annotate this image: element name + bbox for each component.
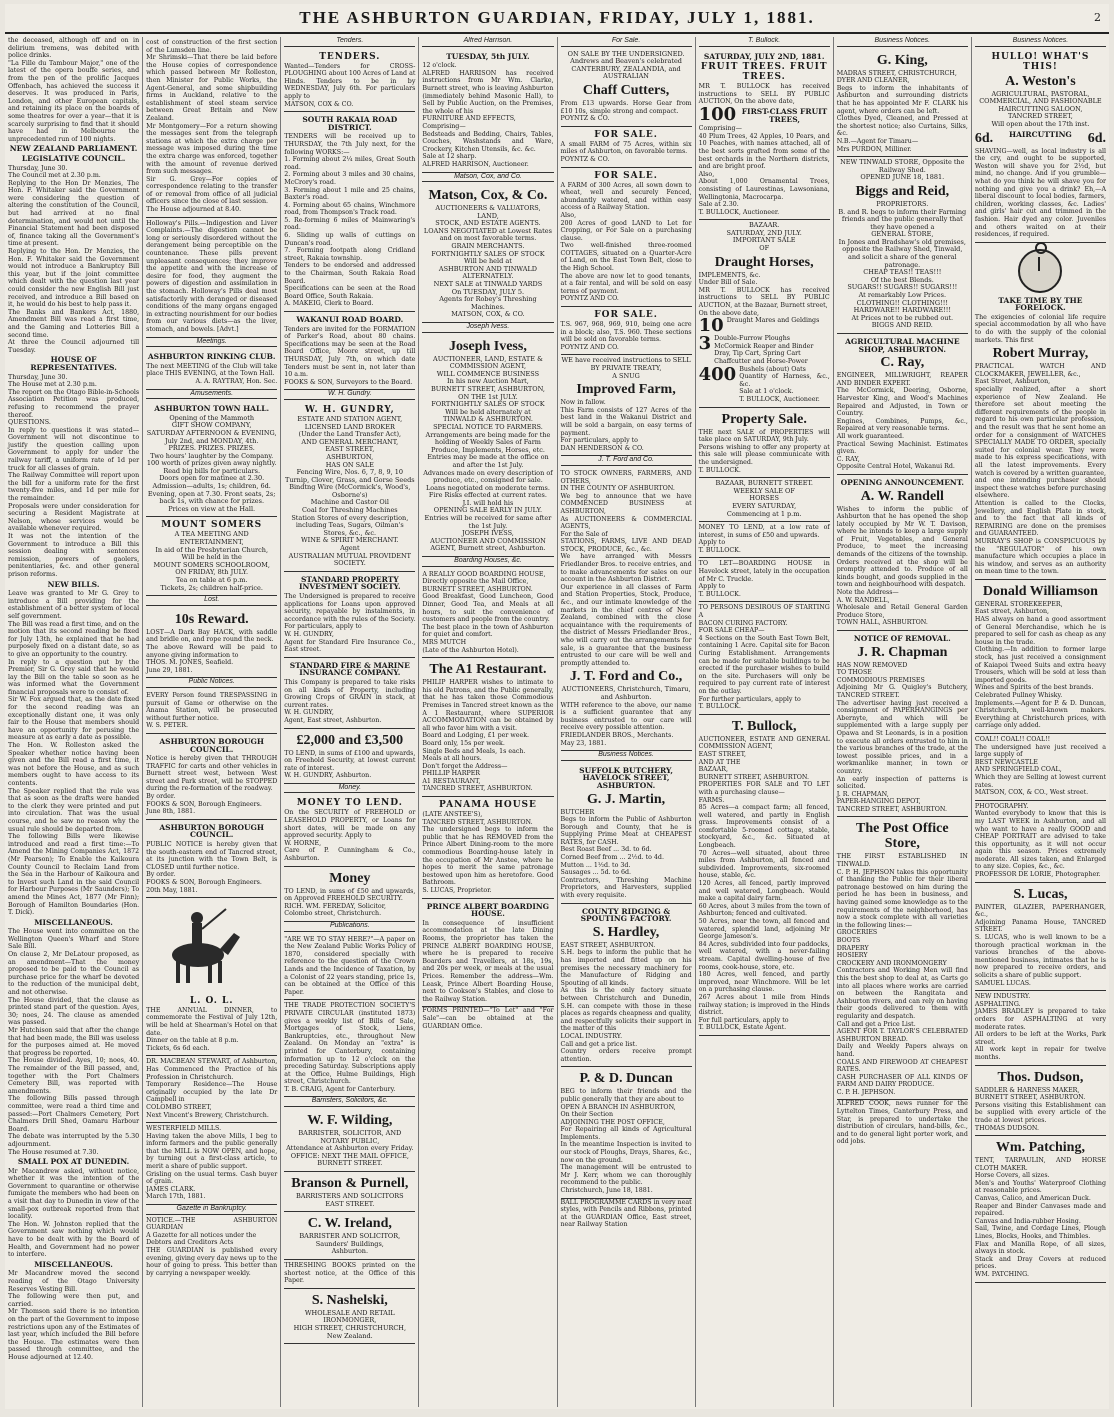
nashelski-advert: S. Nashelski, WHOLESALE AND RETAIL IRONMONGER, HIGH STREET, CHRISTCHURCH, New Zealand. (284, 1289, 415, 1344)
westerfield-mills-advert: WESTERFIELD MILLS. Having taken the above Mills, I beg to inform farmers and the public generally that the MILL is NOW OPEN, and hope, by turning out a first-class article, to merit a share of public support. Grisling on the usual terms. Cash buyer of grain. JAMES CLARK. March 17th, 1881. (146, 1123, 277, 1205)
bankruptcy-heading: Gazette in Bankruptcy. (146, 1205, 277, 1215)
business-notices-heading-5: Business Notices. (561, 751, 692, 761)
legislative-council-text: Thursday, June 30. The Council met at 2.30 p.m. Replying to the Hon Dr Menzies, The Hon. F. Whitaker said the Government were considering the question of altering the constitution of the Council, but had arrived at no final determination, and would not until the Financial Statement had been disposed of, finance taking all the Government's time at present. Replying to the Hon. Dr Menzies, the Hon. F. Whitaker said the Government would not introduce a Bankruptcy Bill this year, but if the joint committee which dealt with the question last year could consider the new English Bill just received, and introduce a Bill based on it, he would do his best to help pass it. The Banks and Bankers Act, 1880, Amendment Bill was read a first time, and the Gaming and Lotteries Bill a second time. At three the Council adjourned till Tuesday. (8, 164, 140, 354)
for-sale-3: FOR SALE. T.S. 967, 968, 969, 910, being one acre in a block; also, T.S. 960. These sections will be sold on favorable terms. POYNTZ AND CO. (561, 307, 692, 355)
masthead (5, 4, 1109, 34)
gundry-advert: W. H. GUNDRY, ESTATE AND STATION AGENT, LICENSED LAND BROKER (Under the Land Transfer Act), AND GENERAL MERCHANT, EAST STREET, ASHBURTON, HAS ON SALE Fencing Wire, Nos. 6, 7, 8, 9, 10 Turnip, Clover, Grass, and Gorse Seeds Bindtng Wire (McCormick's, Wood's, Osborne's) Machine and Castor Oil Coal for Threshing Machines Station Stores of every description, including Teas, Sugars, Oilman's Stores, &c., &c. WINE & SPIRIT MERCHANT. Agent AUSTRALIAN MUTUAL PROVIDENT SOCIETY. (284, 402, 415, 572)
patching-advert: Wm. Patching, TENT, TARPAULIN, AND HORSE CLOTH MAKER. Horse Covers, all sizes. Men's and Youths' Waterproof Clothing at reasonable prices. Canvas, Calico, and American Duck. Reaper and Binder Canvases made and repaired. Canvas and India-rubber Hosing. Sail, Twine, and Cordage Lines, Plough Lines, Blocks, Hooks, and Thimbles. Flax and Manilla Rope, of all sizes, always in stock. Stack and Dray Covers at reduced prices. WM. PATCHING. (975, 1136, 1106, 1283)
rinking-club-notice: ASHBURTON RINKING CLUB. The next MEETING of the Club will take place THIS EVENING, at the Town Hall. A. A. RAYTRAY, Hon. Sec. (146, 349, 277, 389)
bankruptcy-notice: NOTICE.—THE ASHBURTON GUARDIAN A Gazette for all notices under the Debtors and Creditors Acts THE GUARDIAN is published every evening, giving every day news up to the hour of going to press. This better than by carrying a newspaper weekly. (146, 1216, 278, 1277)
ford-advert: TO STOCK OWNERS, FARMERS, AND OTHERS, IN THE COUNTY OF ASHBURTON. We beg to announce that we have COMMENCED BUSINESS at ASHBURTON, As AUCTIONEERS & COMMERCIAL AGENTS, For the Sale of STATIONS, FARMS, LIVE AND DEAD STOCK, PRODUCE, &c., &c. We have arranged with Messrs Friedlander Bros. to receive entries, and to make advancements for sales on our account in the Ashburton District. Our experience in all classes of Farm and Station Properties, Stock, Produce, &c., and our intimate knowledge of the markets in the chief centres of New Zealand, combined with the close acquaintance with the requirements of the district of Messrs Friedlander Bros., who will carry out the arrangements for sale, is a guarantee that the business entrusted to our care will be well and promptly attended to. J. T. Ford and Co., AUCTIONEERS, Christchurch, Timaru, and Ashburton. WITH reference to the above, our name is a sufficient guarantee that any business entrusted to our care will receive every possible attention. FRIEDLANDER BROS., Merchants. May 23, 1881. (561, 468, 692, 751)
business-notices-heading-7: Business Notices. (837, 37, 968, 47)
lol-advert: L. O. L. THE ANNUAL DINNER, to commemorate the Festival of July 12th, will be held at Shearman's Hotel on that date. Dinner on the table at 8 p.m. Tickets, 6s 6d each. (146, 898, 277, 1056)
tender-wakanui: WAKANUI ROAD BOARD. Tenders are invited for the FORMATION of Parker's Road, about 80 chains. Specifications may be seen at the Road Board Office, Moore street, up till THURSDAY, July 7th, on which date Tenders must be sent in, not later than 10 a.m. FOOKS & SON, Surveyors to the Board. (284, 312, 415, 390)
publication-1: "ARE WE TO STAY HERE?"—A paper on the New Zealand Public Works Policy of 1870, considered specially with reference to the question of the Crown Lands and the Incidence of Taxation, by a Colonist of 22 years standing, price 1s, can be obtained at the Office of this Paper. (284, 934, 415, 1001)
harrison-heading: Alfred Harrison. (422, 37, 553, 47)
column-4 (419, 37, 557, 1407)
misc-text: The House went into committee on the Wellington Queen's Wharf and Store Sale Bill. On clause 2, Mr DeLatour proposed, as an amendment—That the money proposed to be paid to the Council as purchase price for the wharf be devoted to the reduction of the municipal debt, and not otherwise. The House divided, that the clause as printed stand part of the question. Ayes, 30; noes, 24. The clause as amended was passed. Mr Hutchison said that after the change that had been made, the Bill was useless for the purposes aimed at. He moved that progress be reported. The House divided. Ayes, 10; noes, 40. The remainder of the Bill passed, and, together with the Port Chalmers Cemetery Bill, was reported with amendments. The following Bills passed through committee, were read a third time and passed:—Port Chalmers Cemetery, Port Chalmers Drill Shed, Oamaru Harbour Board. The debate was interrupted by the 5.30 adjournment. The House resumed at 7.30. (8, 928, 140, 1156)
tenders-heading: Tenders. (284, 37, 415, 47)
harrison-advert: TUESDAY, 5th JULY. 12 o'clock. ALFRED HARRISON has received instructions from Mr Wm. Clarke, Burnett street, who is leaving Ashburton (immediately behind Masonic Hall), to Sell by Public Auction, on the Premises, the whole of his FURNITURE AND EFFECTS, Comprising— Bedsteads and Bedding, Chairs, Tables, Couches, Washstands and Ware, Crockery, Kitchen Utensils, &c. &c. Sale at 12 sharp. ALFRED HARRISON, Auctioneer. (422, 49, 553, 173)
intro-text: the deceased, although off and on in delirium tremens, was debited with police drinks. "La Fille du Tambour Major," one of the latest of the opera bouffe series, and from the pen of the prolific Jacques Offenbach, has achieved the success it deserves. It was produced in Paris, London, and other European capitals, and retaining its place on the boards of some theatres for over a year—that it is scarcely surprising to find that it should have had in Melbourne the unprecedented run of 100 nights. (8, 37, 140, 143)
misc2-text: Mr Macandrew moved the second reading of the Otago University Reserves Vesting Bill. The following were then put, and carried. Mr Thomson said there is no intention on the part of the Government to impose restrictions upon any of the Estimates of last year, which included the Bill before the House. The estimates were then passed through committee, and the House adjourned at 12.40. (8, 1270, 140, 1361)
barristers-heading: Barristers, Solicitors, &c. (284, 1097, 415, 1107)
mount-somers-advert: MOUNT SOMERS A TEA MEETING AND ENTERTAINMENT, In aid of the Presbyterian Church, Will be held in the MOUNT SOMERS SCHOOLROOM, ON FRIDAY, 8th JULY. Tea on table at 6 p.m. Tickets, 2s; children half-price. (146, 517, 277, 596)
threshing-books-advert: THRESHING BOOKS printed on the shortest notice, at the Office of this Paper. (284, 1260, 415, 1289)
lucas-advert: S. Lucas, PAINTER, GLAZIER, PAPERHANGER, &c., Adjoining Panama House, TANCRED STREET. S. LUCAS, who is well known to be a thorough practical workman in the various branches of the above-mentioned business, intimates that he is now prepared to receive orders, and solicits a share of public support. SAMUEL LUCAS. (975, 883, 1106, 992)
town-hall-advert: ASHBURTON TOWN HALL. Opening of the Mammoth GIFT SHOW COMPANY, SATURDAY AFTERNOON & EVENING, July 2nd, and MONDAY, 4th. PRIZES. PRIZES. PRIZES. Two hours' laughter by the Company. 100 worth of prizes given away nightly. Read big bills for particulars. Doors open for matinee at 2.30. Admission—adults, 1s; children, 6d. Evening, open at 7.30. Front seats, 2s; back 1s, with chance for prizes. Prices on view at the Hall. (146, 401, 277, 517)
for-sale-2: FOR SALE. A FARM of 300 Acres, all sown down to wheat, well and securely Fenced, abundantly watered, and within easy access of a Railway Station. Also, 200 Acres of good LAND to Let for Cropping, or For Sale on a purchasing clause. Two well-finished three-roomed COTTAGES, situated on a Quarter-Acre of Land, on the East Town Belt, close to the High School. The above are now let to good tenants, at a fair rental, and will be sold on easy terms of payment. POYNTZ AND CO. (561, 168, 692, 308)
panama-house-advert: PANAMA HOUSE (LATE ANSTEE'S), TANCRED STREET, ASHBURTON. The undersigned begs to inform the public that he has REMOVED from the Prince Albert Dining-room to the more commodious Boarding-house lately in the occupation of Mr Anstee, where he hopes to merit the same patronage bestowed upon him as heretofore. Good Bathroom. S. LUCAS, Proprietor. (422, 797, 553, 899)
money-heading: Money. (284, 784, 415, 794)
biggs-reid-advert: NEW TINWALD STORE, Opposite the Railway Shed. OPENED JUNE 18, 1881. Biggs and Reid, PROPRIETORS. B. and R. begs to inform their Farming friends and the public generally that they have opened a GENERAL STORE, In Jones and Bradshaw's old premises, opposite the Railway Shed, Tinwald, and solicit a share of the general patronage. CHEAP TEAS!! TEAS!!! Of the best Blends. SUGARS!! SUGARS!! SUGARS!!! At remarkably Low Prices. CLOTHING!! CLOTHING!!! HARDWARE!! HARDWARE!!! At Prices not to be rubbed out. BIGGS AND REID. (837, 157, 968, 334)
chaff-cutters-advert: ON SALE BY THE UNDERSIGNED. Andrews and Beaven's celebrated CANTERBURY, ZEALANDIA, and AUSTRALIAN Chaff Cutters, From £13 upwards. Horse Gear from £10 10s, simple strong and compact. POYNTZ & CO. (561, 49, 692, 127)
parliament-continued: cost of construction of the first section of the Lumsden line. Mr Shrimski—That there be laid before the House copies of correspondence which passed between Mr Rolleston, then Minister for Public Works, the Agent-General, and some shipbuilding firms in Auckland, relative to the establishment of steel steam service between Great Britain and New Zealand. Mr Montgomery—For a return showing the messages sent from the telegraph stations at which the extra charge per message was imposed during the time the extra charge was enforced, together with the amount of revenue derived from such messages. Sir G. Grey—For copies of correspondence relating to the transfer of or removal from office of all judicial officers since the close of last session. The House adjourned at 8.40. (146, 37, 277, 218)
public-notices-heading: Public Notices. (146, 678, 277, 688)
prince-albert-advert: PRINCE ALBERT BOARDING HOUSE. In consequence of insufficient accommodation at the late Dining Rooms, the proprietor has taken the PRINCE ALBERT BOARDING HOUSE, where he is prepared to receive Boarders and Travellers, at 18s, 19s, and 20s per week, or meals at the usual Prices. Remember the address—Wm. Leask, Prince Albert Boarding House, next to Cookson's Stables, and close to the Railway Station. (422, 899, 553, 1008)
borough-notice-2: ASHBURTON BOROUGH COUNCIL. PUBLIC NOTICE is hereby given that the south-eastern end of Tancred street, at its junction with the Town Belt, is CLOSED until further notice. By order. FOOKS & SON, Borough Engineers. 20th May, 1881. (146, 820, 277, 898)
publications-heading: Publications. (284, 922, 415, 932)
money-to-lend-1: MONEY TO LEND. On the SECURITY of FREEHOLD or LEASEHOLD PROPERTY, or Loans for short dates, will be made on any approved security. Apply to W. HORNE, Care of P. Cunningham & Co., Ashburton. (284, 795, 415, 866)
for-sale-heading: For Sale. (561, 37, 692, 47)
asphalting-advert: NEW INDUSTRY. ASPHALTING. JAMES BRADLEY is prepared to take orders for ASPHALTING at very moderate rates. All orders to be left at the Works, Park street. All work kept in repair for twelve months. (975, 991, 1106, 1065)
publication-2: THE TRADE PROTECTION SOCIETY'S PRIVATE CIRCULAR (instituted 1873) gives a weekly list of Bills of Sale, Mortgages of Stock, Liens, Bankruptcies, etc., throughout New Zealand. On Monday an "extra" is printed for Canterbury, containing information up to 12 o'clock on the preceding Saturday. Subscriptions apply at the Office, Hulme Buildings, High street, Christchurch. T. B. CRAIG, Agent for Canterbury. (284, 1000, 415, 1097)
weston-advert: HULLO! WHAT'S THIS! A. Weston's AGRICULTURAL, PASTORAL, COMMERCIAL, AND FASHIONABLE HAIRCUTTING SALOON, TANCRED STREET, Will open about the 17th inst. 6d. HAIRCUTTING 6d. SHAVING—well, as local industry is all the cry, and ought to be supported, Weston will shave you for 2½d, but mind, no change. And if you grumble—what do you think he will shave you for nothing and give you a drink? Eh,—A liberal discount to local bodies, farmers, children, working classes, &c. Ladies' and girls' hair cut and trimmed in the fashion. Hair dyed any color. Juveniles and others waited on at their residences, if required. (975, 49, 1106, 243)
weekly-horse-sale: BAZAAR, BURNETT STREET. WEEKLY SALE OF HORSES EVERY SATURDAY, Commencing at 1 p.m. (699, 478, 830, 522)
parliament-heading: NEW ZEALAND PARLIAMENT. (9, 144, 138, 154)
newspaper-page (5, 4, 1109, 1409)
williamson-advert: Donald Williamson GENERAL STOREKEEPER, East street, Ashburton, HAS always on hand a good assortment of General Merchandise, which he is prepared to sell for cash as cheap as any house in the trade. Clothing.—In addition to former large stock, has just received a consignment of Kaiapoi Tweed Suits and extra heavy Trousers, which will be sold at less than imported goods. Wines and Spirits of the best brands. Celebrated Pullney Whisky. Implements.—Agent for P. & D. Duncan, Christchurch, well-known makers. Everything at Christchurch prices, with carriage only added. (975, 580, 1106, 734)
column-3 (281, 37, 419, 1407)
ford-heading: J. T. Ford and Co. (561, 456, 692, 466)
wilding-advert: W. F. Wilding, BARRISTER, SOLICITOR, AND NOTARY PUBLIC, Attendance at Ashburton every Friday. OFFICE: NEXT THE MAIL OFFICE, BURNETT STREET. (284, 1109, 415, 1172)
ray-advert: AGRICULTURAL MACHINE SHOP, ASHBURTON. C. Ray, ENGINEER, MILLWRIGHT, REAPER AND BINDER EXPERT. The McCormick, Deering, Osborne, Harvester King, and Wood's Machines Repaired and Adjusted, in Town or Country. Engines, Combines, Pumps, &c., Repaired at very reasonable terms. All work guaranteed. Practical Sewing Machinist. Estimates given. C. RAY, Opposite Central Hotel, Wakanui Rd. (837, 334, 968, 475)
randell-advert: OPENING ANNOUNCEMENT. A. W. Randell Wishes to inform the public of Ashburton that he has opened the shop lately occupied by Mr W. T. Davison, where he intends to keep a large supply of Fruit, Vegetables, and General Produce, to meet the increasing demands of the citizens of the township. Orders received at the shop will be promptly attended to. Produce of all kinds bought, and goods supplied in the town and neighbourhood with despatch. Note the Address— A. W. RANDELL, Wholesale and Retail General Garden Produce Store, TOWN HALL, ASHBURTON. (837, 475, 968, 631)
ireland-advert: C. W. Ireland, BARRISTER AND SOLICITOR, Saunders' Buildings, Ashburton. (284, 1212, 415, 1260)
forms-notice: FORMS PRINTED—"To Let" and "For Sale"—can be obtained at the GUARDIAN Office. (422, 1007, 554, 1030)
cook-notice: ALFRED COOK, news runner for the Lyttelton Times, Canterbury Press, and Star, is prepared to undertake the distribution of circulars, hand-bills, &c., and to do general light porter work, and odd jobs. (836, 1100, 968, 1146)
martin-advert: SUFFOLK BUTCHERY, HAVELOCK STREET, ASHBURTON. G. J. Martin, BUTCHER Begs to inform the Public of Ashburton Borough and County, that he is Supplying Prime Meat at CHEAPEST RATES, for CASH. Best Roast Beef ... 3d. to 6d. Corned Beef from ... 2½d. to 4d. Mutton ... 1½d. to 3d. Sausages ... 5d. to 6d. Contractors, Threshing Machine Proprietors, and Harvesters, supplied with every requisite. (561, 763, 692, 904)
trespass-notice: EVERY Person found TRESPASSING in pursuit of Game or otherwise on the Anama Station, will be prosecuted without further notice. W. S. PETER. (146, 690, 277, 734)
improved-farm-advert: WE have received instructions to SELL BY PRIVATE TREATY, A SNUG Improved Farm, Now in fallow. This Farm consists of 127 Acres of the best land in the Wakanui District and will be sold a bargain, on easy terms of payment. For particulars, apply to DAN HENDERSON & CO. (561, 355, 692, 456)
column-2 (143, 37, 281, 1407)
page-number: 2 (1094, 11, 1101, 24)
doctor-advert: DR. MACBEAN STEWART, of Ashburton, Has Commenced the Practice of his Profession in Christchurch. Temporary Residence—The House originally occupied by the late Dr Campbell in COLOMBO STREET, Next Vincent's Brewery, Christchurch. (146, 1056, 277, 1123)
branson-advert: Branson & Purnell, BARRISTERS AND SOLICITORS EAST STREET. (284, 1172, 415, 1212)
house-text: Thursday, June 30. The House met at 2.30 p.m. The report on the Otago Bible-in-Schools Association Petition was produced, refusing to recommend the prayer thereof. QUESTIONS. In reply to questions it was stated—Government will not discontinue to justify the question calling upon Government to apply for under the railway tariff, a uniform rate of 1d per truck for all classes of grain. The Railway Committee will report upon the bill for a uniform rate for the first twenty-five miles, and 1d per mile for the remainder. Proposals were under consideration for securing a Resident Magistrate at Nelson, whose services would be available whenever required. It was not the intention of the Government to introduce a Bill this session dealing with sentences remission, powers of gaolers, penitentiaries, &c. and other general prison reforms. (8, 373, 140, 578)
column-6 (696, 37, 834, 1407)
dudson-advert: Thos. Dudson, SADDLER & HARNESS MAKER, BURNETT STREET, ASHBURTON. Persons visiting this Establishment can be supplied with every article of the trade at lowest prices. THOMAS DUDSON. (975, 1066, 1106, 1137)
ivess-advert: Joseph Ivess, AUCTIONEER, LAND, ESTATE & COMMISSION AGENT, WILL COMMENCE BUSINESS In his new Auction Mart, BURNETT STREET, ASHBURTON, ON THE 1st JULY. FORTNIGHTLY SALES OF STOCK Will be held alternately at TINWALD & ASHBURTON. SPECIAL NOTICE TO FARMERS. Arrangements are being made for the holding of Weekly Sales of Farm Produce, Implements, Horses, etc. Entries may be made at the office on and after the 1st July. Advances made on every description of produce, etc., consigned for sale. Loans negotiated on moderate terms. Fire Risks effected at current rates. J.I. will hold his OPENING SALE EARLY IN JULY. Entries will be received for same after the 1st July. JOSEPH IVESS, AUCTIONEER AND COMMISSION AGENT, Burnett street, Ashburton. (422, 335, 553, 557)
draught-horses-advert: BAZAAR. SATURDAY, 2ND JULY. IMPORTANT SALE OF Draught Horses, IMPLEMENTS, &c. Under Bill of Sale. MR T. BULLOCK has received instructions to SELL BY PUBLIC AUCTION, at the Bazaar, Burnett street, On the above date, 10 Draught Mares and Geldings 3 Double-Furrow Ploughs McCormick Reaper and Binder Dray, Tip Cart, Spring Cart Chaffcutter and Horse-Power 400 Bushels (about) Oats Quantity of Harness, &c., &c. Sale at 1 o'clock. T. BULLOCK, Auctioneer. (699, 220, 830, 407)
property-sale-advert: Property Sale. THE next SALE of PROPERTIES will take place on SATURDAY, 9th July. Persons wishing to offer any property at this sale will please communicate with the undersigned. T. BULLOCK. (699, 408, 830, 479)
bullock-agent-advert: T. Bullock, AUCTIONEER, ESTATE AND GENERAL COMMISSION AGENT, EAST STREET, AND AT THE BAZAAR, BURNETT STREET, ASHBURTON. PROPERTIES FOR SALE and TO LET with a purchasing clause— FARMS. 85 Acres—a compact farm; all fenced, well watered, and partly in English grass. Improvements consist of a comfortable 5-roomed cottage, stable, stockyard, &c., &c. Situated at Longbeach. 70 Acres—well situated, about three miles from Ashburton, all fenced and subdivided. Improvements, six-roomed house, stable, &c. 120 Acres, all fenced, partly improved and well watered, Longbeach. Would make a capital dairy farm. 60 Acres, about 3 miles from the town of Ashburton; fenced and cultivated. 50 Acres, near the town, all fenced and watered, splendid land, adjoining Mr George Jameson's. 84 Acres, subdivided into four paddocks, well watered, with a never-failing stream. Capital dwelling-house of five rooms, cook-house, store, etc. 180 Acres, well fenced, and partly improved, near Winchmore. Will be let on a purchasing clause. 267 Acres about 1 mile from Hinds railway station; is improved in the Hinds district. For full particulars, apply to T. BULLOCK, Estate Agent. (699, 715, 830, 1036)
boarding-house-advert: A REALLY GOOD BOARDING HOUSE, Directly opposite the Mail Office, BURNETT STREET, ASHBURTON. Good Breakfast, Good Luncheon, Good Dinner, Good Tea, and Meals at all hours, to suit the convenience of customers and people from the country. The best place in the town of Ashburton for quiet and comfort. MRS MUTCH (Late of the Ashburton Hotel). (422, 569, 553, 659)
reward-advert: 10s Reward. LOST—A Dark Bay HACK, with saddle and bridle on, and rope round the neck. The above Reward will be paid to anyone giving information to THOS. M. JONES, Seafield. June 29, 1881. (146, 608, 277, 679)
legislative-council-heading: LEGISLATIVE COUNCIL. (21, 153, 126, 163)
murray-advert: TAKE TIME BY THE FORELOCK. The exigencies of colonial life require special accommodation by all who have to do with the supply of the colonial markets. This first Robert Murray, PRACTICAL WATCH AND CLOCKMAKER, JEWELLER, &c., East Street, Ashburton, specially realized, after a short experience of New Zealand. He therefore set about meeting the different requirements of the people in regard to his own particular profession, and the result was that he sent home an order for a consignment of WATCHES SPECIALLY MADE TO ORDER, specially suited for colonial wear. They were made to his express specifications, with all the latest improvements. Every watch is covered by a written guarantee, and one intending purchaser should inspect these watches before purchasing elsewhere. Attention is called to the Clocks, Jewellery, and English Plate in stock, and to the fact that all kinds of REPAIRING are done on the premises and GUARANTEED. MURRAY'S SHOP is CONSPICUOUS by the "REGULATOR" of his own manufacture which occupies a place in his window, and serves as an authority on mean time to the town. (975, 243, 1106, 580)
smallpox-text: Mr Macandrew asked, without notice, whether it was the intention of the Government to quarantine or otherwise fumigate the members who had been on a visit that day to Dunedin in view of the small-pox outbreak reported from that locality. The Hon. W. Johnston replied that the Government saw nothing which would have to be dealt with by the Board of Health, and Government had no power to interfere. (8, 1167, 140, 1259)
for-sale-1: FOR SALE. A small FARM of 75 Acres, within six miles of Ashburton, on favorable terms. POYNTZ & CO. (561, 127, 692, 168)
duncan-advert: P. & D. Duncan BEG to inform their friends and the public generally that they are about to OPEN A BRANCH IN ASHBURTON, On their Section ADJOINING THE POST OFFICE, For Repairing all kinds of Agricultural Implements. In the meantime Inspection is invited to our stock of Ploughs, Drays, Shares, &c., now on the ground. The management will be entrusted to Mr J. Kerr, whom we can thoroughly recommend to the public. Christchurch, June 18, 1881. (561, 1067, 692, 1198)
a1-restaurant-advert: The A1 Restaurant. PHILIP HARPER wishes to intimate to his old Patrons, and the Public generally, that he has taken those Commodious Premises in Tancred street known as the A 1 Restaurant, where SUPERIOR ACCOMMODATION can be obtained by all who favor him with a visit. Board and Lodging, £1 per week. Board only, 15s per week. Single Beds and Meals, 1s each. Meals at all hours. Don't forget the Address— PHILLIP HARPER A1 RESTAURANT, TANCRED STREET, ASHBURTON. (422, 658, 553, 797)
money-to-lend-2: Money TO LEND, in sums of £50 and upwards, on Approved FREEHOLD SECURITY. RICH. WM. FEREDAY, Solicitor, Colombo street, Christchurch. (284, 867, 415, 922)
money-to-lend-bullock: MONEY TO LEND, at a low rate of interest, in sums of £50 and upwards. Apply to T. BULLOCK. (699, 522, 830, 558)
to-let-notice: TO LET—BOARDING HOUSE in Havelock street, lately in the occupation of Mr C. Truckle. Apply to T. BULLOCK. (699, 558, 830, 602)
column-8 (972, 37, 1109, 1407)
horse-rider-illustration (146, 903, 246, 989)
masthead-title: THE ASHBURTON GUARDIAN, FRIDAY, JULY 1, 1881. (299, 8, 815, 27)
matson-advert: Matson, Cox, & Co. AUCTIONEERS & VALUATORS, LAND, STOCK, AND ESTATE AGENTS. LOANS NEGOTIATED at Lowest Rates and on most favorable terms. GRAIN MERCHANTS. FORTNIGHTLY SALES OF STOCK Will be held at ASHBURTON AND TINWALD ALTERNATELY. NEXT SALE at TINWALD YARDS On TUESDAY, JULY 5. Agents for Robey's Threshing Machines. MATSON, COX, & CO. (422, 184, 553, 323)
misc2-heading: MISCELLANEOUS. (34, 1259, 113, 1269)
columns (5, 34, 1109, 1407)
bacon-factory-advert: TO PERSONS DESIROUS OF STARTING A BACON CURING FACTORY. FOR SALE CHEAP— 4 Sections on the South East Town Belt, containing 1 Acre. Capital site for Bacon Curing Establishment. Arrangements can be made for suitable buildings to be erected if the purchaser wishes to build on the site. Purchasers will only be required to pay current rate of interest on the outlay. For further particulars, apply to T. BULLOCK. (699, 602, 830, 714)
boarding-heading: Boarding Houses, &c. (422, 557, 553, 567)
coal-advert: COAL!! COAL!! COAL!! The undersigned have just received a large supply of BEST NEWCASTLE AND SPRINGFIELD COAL, Which they are Selling at lowest current rates. MATSON, COX, & CO., West street. (975, 734, 1106, 801)
misc-heading: MISCELLANEOUS. (34, 917, 113, 927)
lost-heading: Lost. (146, 596, 277, 606)
gundry-heading: W. H. Gundry. (284, 390, 415, 400)
column-5 (558, 37, 696, 1407)
column-7 (834, 37, 972, 1407)
tender-ploughing: TENDERS. Wanted—Tenders for CROSS-PLOUGHING about 100 Acres of Land at Hinds. Tenders to be in by WEDNESDAY, July 6th. For particulars apply to MATSON, COX & CO. (284, 49, 415, 113)
new-bills-text: Leave was granted to Mr G. Grey to introduce a Bill providing for the establishment of a better system of local self government. The Bill was read a first time, and on the motion that its second reading be fixed for July 13th, he explained that he had purposely fixed on a distant date, so as to give an opportunity to the country. In reply to a question put by the Premier, Sir G. Grey said that he would lay the Bill on the table so soon as he was informed what the Government financial proposals were to consist of. Sir W. Fox argued that, as the date fixed for the second reading was an exceptionally distant one, it was only fair to the House that members should have an opportunity for perusing the measure at as early a date as possible. The Hon. W. Rolleston asked the Speaker whether notice having been given and the Bill read a first time, it was not before the House, and as such members ought to have access to its contents. The Speaker replied that the rule was that as soon as the drafts were handed to the clerk they were printed and put into circulation. That was the usual course, and he saw no reason why the usual rule should be departed from. The following Bills were likewise introduced and read a first time:—To Amend the Mining Companies Act, 1872 (Mr Pearson); To Enable the Kaikoura County Council to Reclaim Land from the Sea in the Harbour of Kaikoura and to Invest such Land in the said Council for Harbour Purposes (Mr Saunders); To amend the Mines Act, 1877 (Mr Finn); Borough of Hamilton Boundaries (Hon. T. Dick). (8, 590, 140, 917)
borough-notice-1: ASHBURTON BOROUGH COUNCIL. Notice is hereby given that THROUGH TRAFFIC for carts and other vehicles in Burnett street west, between West street and Park street, will be STOPPED during the re-formation of the roadway. By order. FOOKS & SON, Borough Engineers. June 8th, 1881. (146, 734, 277, 820)
matson-heading: Matson, Cox, and Co. (422, 173, 553, 183)
meetings-heading: Meetings. (146, 338, 277, 348)
ball-programme-notice: BALL PROGRAMME CARDS in very neat styles, with Pencils and Ribbons, printed at the GUARDIAN Office, East street, near Railway Station (560, 1198, 692, 1229)
new-bills-heading: NEW BILLS. (47, 579, 100, 589)
column-1 (5, 37, 143, 1407)
photography-advert: PHOTOGRAPHY. Wanted everybody to know that this is my LAST WEEK in Ashburton, and all who want to have a really GOOD and CHEAP PORTRAIT are advised to take this opportunity, as it will not occur again this season. Prices extremely moderate. All sizes taken, and Enlarged to any size. Copies, &c., &c. PROFESSOR DE LORIE, Photographer. (975, 801, 1106, 883)
ivess-heading: Joseph Ivess. (422, 323, 553, 333)
business-notices-heading-8: Business Notices. (975, 37, 1106, 47)
fruit-trees-advert: SATURDAY, JULY 2ND, 1881. FRUIT TREES. FRUIT TREES. MR T. BULLOCK has received instructions to SELL BY PUBLIC AUCTION, On the above date, 100 FIRST-CLASS FRUIT TREES, Comprising— 40 Plum Trees, 42 Apples, 10 Pears, and 10 Peaches, with names attached, all of the best sorts grafted from some of the best orchards in the Northern districts, and are bright proof. Also, About 1,000 Ornamental Trees, consisting of Laurestinas, Lawsoniana, Wellingtonia, Macrocarpa. Sale at 2.30. T. BULLOCK, Auctioneer. (699, 49, 830, 221)
bullock-heading: T. Bullock. (699, 37, 830, 47)
standard-fire-advert: STANDARD FIRE & MARINE INSURANCE COMPANY. This Company is prepared to take risks on all kinds of Property, including Growing Crops of GRAIN in stack, at current rates. W. H. GUNDRY, Agent, East street, Ashburton. (284, 658, 415, 729)
pocket-watch-icon (1018, 249, 1062, 293)
standard-property-advert: STANDARD PROPERTY INVESTMENT SOCIETY. The Undersigned is prepared to receive applications for Loans upon approved security, repayable by instalments, in accordance with the rules of the Society. For particulars, apply to W. H. GUNDRY, Agent for Standard Fire Insurance Co., East street. (284, 572, 415, 658)
house-heading: HOUSE OF REPRESENTATIVES. (30, 355, 117, 372)
amusements-heading: Amusements. (146, 390, 277, 400)
chapman-advert: NOTICE OF REMOVAL. J. R. Chapman HAS NOW REMOVED TO THOSE COMMODIOUS PREMISES Adjoining Mr G. Quigley's Butchery, TANCRED STREET. The advertiser having just received a consignment of PAPERHANGINGS per Abernyte, and which will be supplemented with a large supply per Opawa and St Leonards, is in a position to execute all orders entrusted to him in the various branches of the trade, at the lowest possible prices, and in a workmanlike manner, in town or country. An early inspection of patterns is solicited. J. R. CHAPMAN, PAPER-HANGING DEPOT, TANCRED STREET, ASHBURTON. (837, 631, 968, 817)
king-advert: G. King, MADRAS STREET, CHRISTCHURCH, DYER AND CLEANER, Begs to inform the inhabitants of Ashburton and surrounding districts that he has appointed Mr F. CLARK his agent, where orders can be left. Clothes Dyed, Cleaned, and Pressed at the shortest notice; also Curtains, Silks, &c. N.B.—Agent for Timaru— Mrs PURDON, Milliner. (837, 49, 968, 158)
loan-advert: £2,000 and £3,500 TO LEND, in sums of £100 and upwards, on Freehold Security, at lowest current rate of interest. W. H. GUNDRY, Ashburton. (284, 729, 415, 784)
post-office-store-advert: The Post Office Store, THE FIRST ESTABLISHED IN TINWALD. C. P. H. JEPHSON takes this opportunity of thanking the Public for their liberal patronage bestowed on him during the period he has been in business, and having gained some knowledge as to the requirements of the neighborhood, has now a stock complete with all varieties in the following lines:— GROCERIES BOOTS DRAPERY HOSIERY CROCKERY AND IRONMONGERY Contractors and Working Men will find this the best shop to deal at, as Carts go into all places where works are carried on between the Rangitata and Ashburton rivers, and can rely on having their goods delivered to them with regularity and despatch. Call and get a Price List. AGENT FOR T. TAYLOR'S CELEBRATED ASHBURTON BREAD. Daily and Weekly Papers always on hand. COALS AND FIREWOOD AT CHEAPEST RATES. CASH PURCHASER OF ALL KINDS OF FARM AND DAIRY PRODUCE. C. P. H. JEPHSON. (837, 817, 968, 1100)
holloway-advert: Holloway's Pills.—Indigestion and Liver Complaints.—The digestion cannot be long or seriously disordered without the derangement being perceptible on the countenance. These pills prevent unpleasant consequences; they improve the appetite and with the increase of desire for food, they augment the powers of digestion and assimilation in the stomach. Holloway's Pills deal most satisfactorily with deranged or diseased conditions of the many organs engaged in extracting nourishment for our bodies from our various diets—as the liver, stomach, and bowels. [Advt.] (146, 218, 277, 338)
tender-south-rakaia: SOUTH RAKAIA ROAD DISTRICT. TENDERS will be received up to THURSDAY, the 7th July next, for the following WORKS:— 1. Forming about 2¼ miles, Great South road. 2. Forming about 3 miles and 30 chains, McCrory's road. 3. Forming about 1 mile and 25 chains, Baxter's road. 4. Forming about 65 chains, Winchmore road, from Thompson's Track road. 5. Re-forming 6 miles of Mainwaring's road. 6. Sliding up walls of cuttings on Duncan's road. 7. Forming footpath along Cridland street, Rakaia township. Tenders to be endorsed and addressed to the Chairman, South Rakaia Road Board. Specifications can be seen at the Road Board Office, South Rakaia. A. MAKEIG, Clerk to Board. (284, 112, 415, 312)
smallpox-heading: SMALL POX AT DUNEDIN. (17, 1157, 130, 1167)
hardley-advert: COUNTY RIDGING & SPOUTING FACTORY. S. Hardley, EAST STREET, ASHBURTON. S.H. begs to inform the public that he has imported and fitted up on his premises the necessary machinery for the Manufacture of Ridging and Spouting of all kinds. As this is the only factory situate between Christchurch and Dunedin, S.H. can compete with those in these places as regards cheapness and quality, and respectfully solicits their support in the matter of this LOCAL INDUSTRY. Call and get a price list. Country orders receive prompt attention. (561, 904, 692, 1068)
